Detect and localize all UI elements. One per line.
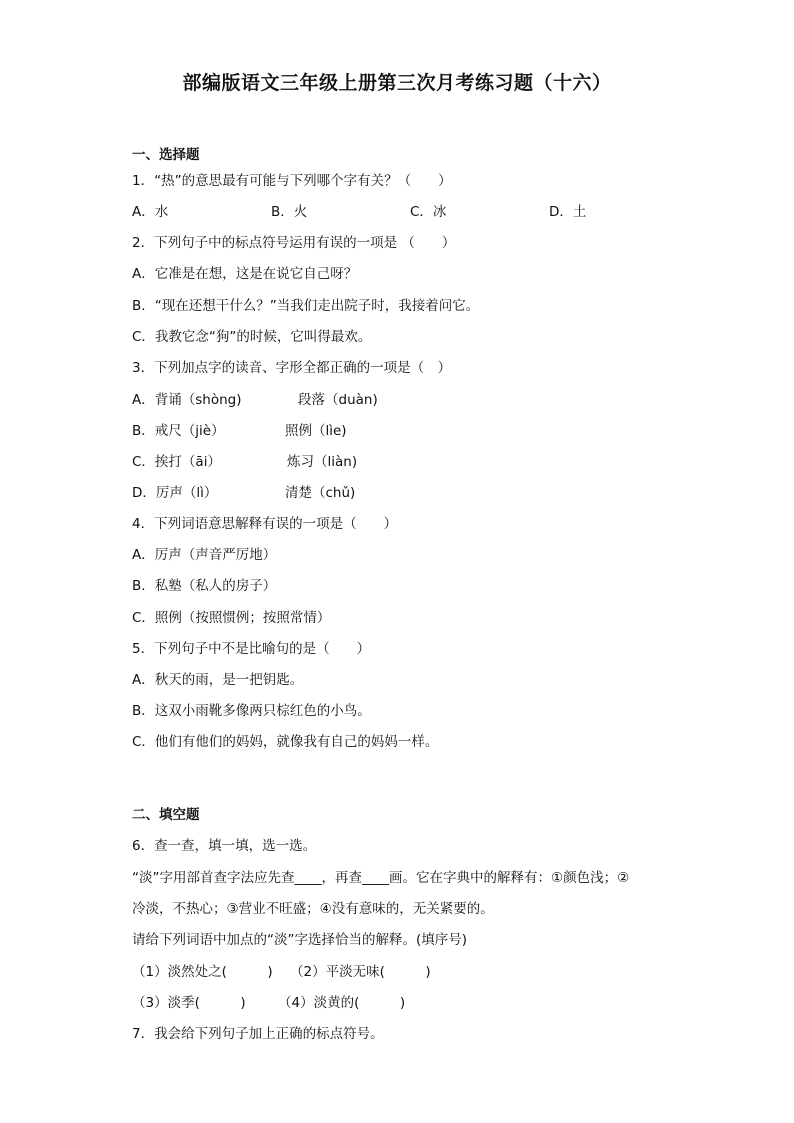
question-3-option-a-left: A．背诵（shòng) — [132, 392, 242, 408]
question-6-instruction: 请给下列词语中加点的“淡”字选择恰当的解释。(填序号) — [132, 932, 468, 948]
question-5-option-b: B．这双小雨靴多像两只棕红色的小鸟。 — [132, 703, 371, 719]
section-heading-fill: 二、填空题 — [132, 807, 200, 823]
question-3-option-c-left: C．挨打（āi） — [132, 454, 221, 470]
question-6-item-1: （1）淡然处之( ) — [132, 964, 273, 980]
question-6-item-4: （4）淡黄的( ) — [278, 995, 406, 1011]
question-1-option-a: A．水 — [132, 204, 169, 220]
question-4-option-b: B．私塾（私人的房子） — [132, 578, 277, 594]
question-3-option-a-right: 段落（duàn) — [298, 392, 378, 408]
question-3-option-d-left: D．厉声（lì） — [132, 485, 218, 501]
question-6-stem: 6．查一查，填一填，选一选。 — [132, 838, 317, 854]
question-6-para-2: 冷淡，不热心；③营业不旺盛；④没有意味的，无关紧要的。 — [132, 901, 494, 917]
question-5-stem: 5．下列句子中不是比喻句的是（ ） — [132, 641, 371, 657]
question-5-option-a: A．秋天的雨，是一把钥匙。 — [132, 672, 304, 688]
question-2-option-b: B．“现在还想干什么？”当我们走出院子时，我接着问它。 — [132, 298, 480, 314]
question-1-option-c: C．冰 — [410, 204, 447, 220]
question-4-option-c: C．照例（按照惯例；按照常情） — [132, 610, 331, 626]
page-title: 部编版语文三年级上册第三次月考练习题（十六） — [182, 72, 612, 94]
question-3-stem: 3．下列加点字的读音、字形全都正确的一项是（ ） — [132, 360, 452, 376]
question-4-stem: 4．下列词语意思解释有误的一项是（ ） — [132, 516, 398, 532]
question-3-option-c-right: 炼习（liàn) — [287, 454, 358, 470]
question-2-option-c: C．我教它念“狗”的时候，它叫得最欢。 — [132, 329, 372, 345]
question-2-stem: 2．下列句子中的标点符号运用有误的一项是 （ ） — [132, 235, 456, 251]
question-3-option-b-left: B．戒尺（jiè） — [132, 423, 225, 439]
question-2-option-a: A．它准是在想，这是在说它自己呀？ — [132, 266, 358, 282]
question-7-stem: 7．我会给下列句子加上正确的标点符号。 — [132, 1026, 384, 1042]
question-1-option-b: B．火 — [271, 204, 308, 220]
question-4-option-a: A．厉声（声音严厉地） — [132, 547, 277, 563]
question-5-option-c: C．他们有他们的妈妈，就像我有自己的妈妈一样。 — [132, 734, 439, 750]
question-3-option-d-right: 清楚（chǔ) — [285, 485, 356, 501]
question-6-para-1: “淡”字用部首查字法应先查____，再查____画。它在字典中的解释有：①颜色浅；② — [132, 870, 630, 886]
question-3-option-b-right: 照例（lìe) — [285, 423, 347, 439]
question-1-option-d: D．土 — [549, 204, 587, 220]
section-heading-choice: 一、选择题 — [132, 147, 200, 163]
question-6-item-3: （3）淡季( ) — [132, 995, 246, 1011]
question-6-item-2: （2）平淡无味( ) — [290, 964, 431, 980]
question-1-stem: 1．“热”的意思最有可能与下列哪个字有关？（ ） — [132, 173, 452, 189]
